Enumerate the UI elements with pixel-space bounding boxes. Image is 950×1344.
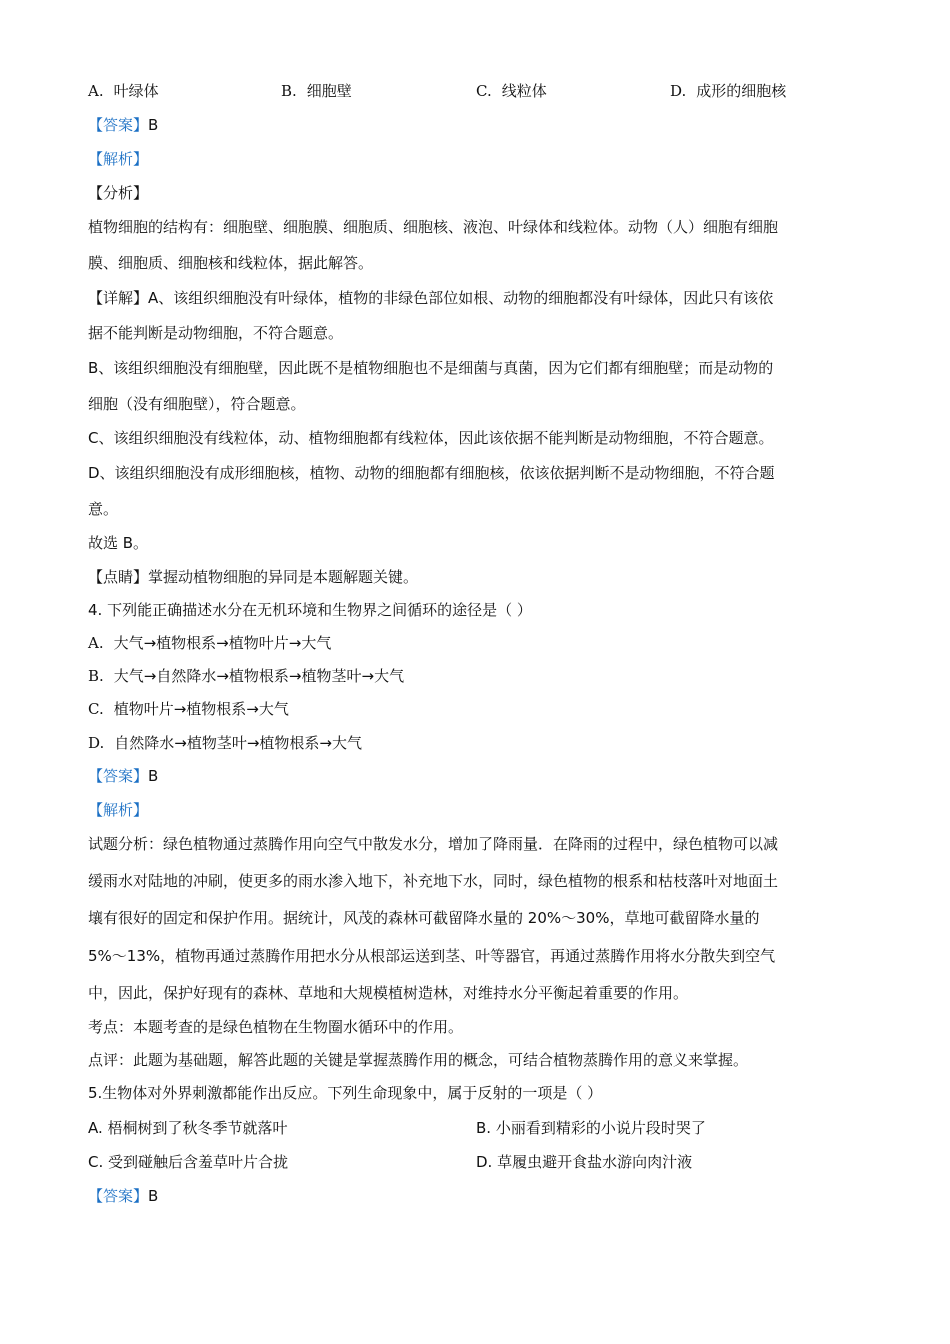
q5-stem: 5.生物体对外界刺激都能作出反应。下列生命现象中，属于反射的一项是（ ） — [88, 1084, 603, 1102]
option-text: 草履虫避开食盐水游向肉汁液 — [497, 1153, 693, 1171]
answer-value: B — [148, 767, 159, 785]
option-text: 梧桐树到了秋冬季节就落叶 — [107, 1119, 288, 1137]
point-tag: 【点睛】 — [88, 568, 149, 586]
q3-option-c — [476, 81, 547, 101]
q4-analysis-line-3: 壤有很好的固定和保护作用。据统计，风茂的森林可截留降水量的 20%～30%，草地可截留降水量的 — [88, 909, 760, 927]
q4-option-c — [88, 699, 868, 719]
q3-fenxi-line-2: 膜、细胞质、细胞核和线粒体，据此解答。 — [88, 254, 374, 272]
option-letter: B. — [88, 667, 104, 685]
option-letter: A. — [88, 1119, 103, 1137]
q3-detail-d-line-1: D、该组织细胞没有成形细胞核，植物、动物的细胞都有细胞核，依该依据判断不是动物细胞，不符合题 — [88, 464, 775, 482]
analysis-tag: 【解析】 — [88, 801, 149, 819]
q4-kaodian: 考点：本题考查的是绿色植物在生物圈水循环中的作用。 — [88, 1018, 464, 1036]
answer-tag: 【答案】 — [88, 1187, 149, 1205]
option-text: 大气→植物根系→植物叶片→大气 — [113, 634, 332, 652]
option-text: 叶绿体 — [113, 82, 159, 100]
q5-option-a — [88, 1118, 288, 1138]
option-letter: C. — [476, 82, 492, 100]
q3-option-b — [281, 81, 352, 101]
q3-detail-a-line-2: 据不能判断是动物细胞，不符合题意。 — [88, 324, 344, 342]
q3-detail-c: C、该组织细胞没有线粒体，动、植物细胞都有线粒体，因此该依据不能判断是动物细胞，不符合题意。 — [88, 429, 774, 447]
q3-choose: 故选 B。 — [88, 534, 149, 552]
q4-answer — [88, 766, 868, 786]
q4-option-d — [88, 733, 868, 753]
q3-detail-a-line-1 — [88, 288, 868, 308]
q4-analysis-line-4: 5%～13%，植物再通过蒸腾作用把水分从根部运送到茎、叶等器官，再通过蒸腾作用将水分散失到空气 — [88, 947, 776, 965]
q4-analysis-line-2: 缓雨水对陆地的冲刷，使更多的雨水渗入地下，补充地下水，同时，绿色植物的根系和枯枝落叶对地面土 — [88, 872, 779, 890]
answer-tag: 【答案】 — [88, 767, 149, 785]
q3-detail-b-line-2: 细胞（没有细胞壁），符合题意。 — [88, 395, 306, 413]
option-text: 大气→自然降水→植物根系→植物茎叶→大气 — [113, 667, 405, 685]
option-letter: B. — [476, 1119, 492, 1137]
q4-dianping: 点评：此题为基础题，解答此题的关键是掌握蒸腾作用的概念，可结合植物蒸腾作用的意义来掌握。 — [88, 1051, 749, 1069]
q3-point — [88, 567, 868, 587]
q4-stem: 4. 下列能正确描述水分在无机环境和生物界之间循环的途径是（ ） — [88, 601, 532, 619]
option-letter: D. — [476, 1153, 493, 1171]
q4-analysis-line-1: 试题分析：绿色植物通过蒸腾作用向空气中散发水分，增加了降雨量．在降雨的过程中，绿色植物可以减 — [88, 835, 779, 853]
option-text: 小丽看到精彩的小说片段时哭了 — [495, 1119, 706, 1137]
option-text: 植物叶片→植物根系→大气 — [113, 700, 289, 718]
q5-option-d — [476, 1152, 692, 1172]
detail-tag: 【详解】 — [88, 289, 149, 307]
answer-value: B — [148, 116, 159, 134]
option-text: 细胞壁 — [306, 82, 352, 100]
q3-option-d — [670, 81, 786, 101]
detail-text: A、该组织细胞没有叶绿体，植物的非绿色部位如根、动物的细胞都没有叶绿体，因此只有该依 — [148, 289, 774, 307]
q4-analysis-line-5: 中，因此，保护好现有的森林、草地和大规模植树造林，对维持水分平衡起着重要的作用。 — [88, 984, 689, 1002]
q3-fenxi-line-1: 植物细胞的结构有：细胞壁、细胞膜、细胞质、细胞核、液泡、叶绿体和线粒体。动物（人）细胞有细胞 — [88, 218, 779, 236]
answer-tag: 【答案】 — [88, 116, 149, 134]
option-text: 自然降水→植物茎叶→植物根系→大气 — [114, 734, 362, 752]
q4-option-a — [88, 633, 868, 653]
option-letter: C. — [88, 700, 104, 718]
option-text: 成形的细胞核 — [696, 82, 787, 100]
option-letter: A. — [88, 82, 104, 100]
option-letter: D. — [88, 734, 105, 752]
q3-option-a — [88, 81, 159, 101]
option-letter: C. — [88, 1153, 104, 1171]
q4-option-b — [88, 666, 868, 686]
option-letter: D. — [670, 82, 687, 100]
q3-answer — [88, 115, 868, 135]
q3-analysis-heading — [88, 149, 868, 169]
option-text: 受到碰触后含羞草叶片合拢 — [108, 1153, 289, 1171]
q3-fenxi-heading — [88, 183, 868, 203]
q3-detail-d-line-2: 意。 — [88, 500, 119, 518]
option-letter: B. — [281, 82, 297, 100]
q4-analysis-heading — [88, 800, 868, 820]
q3-detail-b-line-1: B、该组织细胞没有细胞壁，因此既不是植物细胞也不是细菌与真菌，因为它们都有细胞壁；而是动物的 — [88, 359, 774, 377]
q5-option-c — [88, 1152, 288, 1172]
q5-answer — [88, 1186, 868, 1206]
point-text: 掌握动植物细胞的异同是本题解题关键。 — [148, 568, 419, 586]
analysis-tag: 【解析】 — [88, 150, 149, 168]
option-letter: A. — [88, 634, 104, 652]
option-text: 线粒体 — [501, 82, 547, 100]
q5-option-b — [476, 1118, 706, 1138]
answer-value: B — [148, 1187, 159, 1205]
fenxi-tag: 【分析】 — [88, 184, 149, 202]
